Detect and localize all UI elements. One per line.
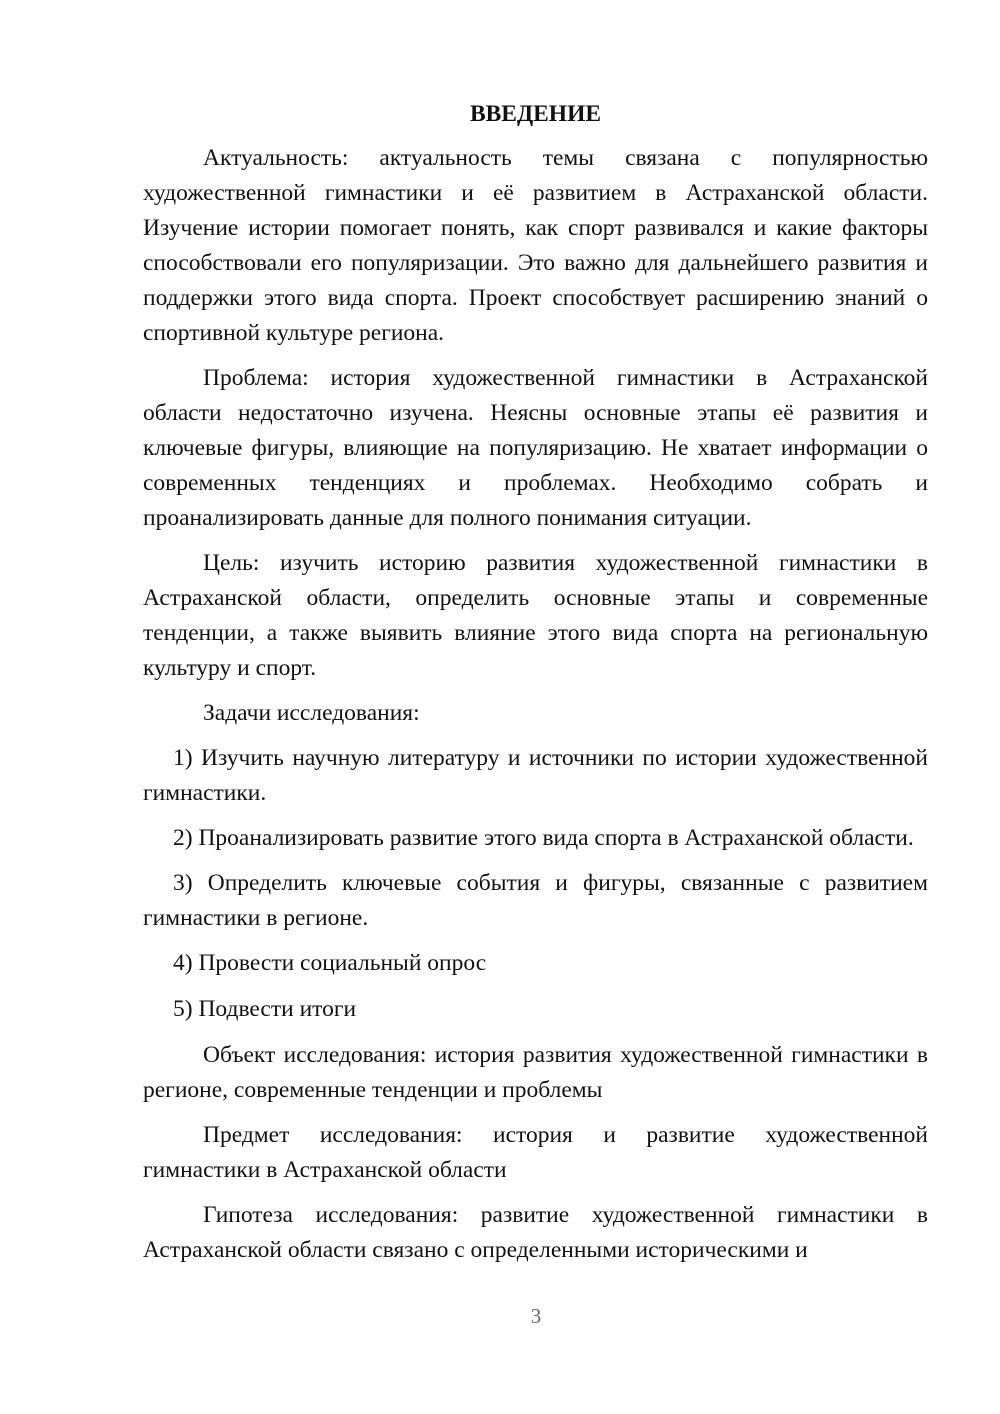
paragraph-tasks-heading: Задачи исследования: (203, 700, 420, 726)
task-item-5: 5) Подвести итоги (173, 996, 357, 1022)
task-item-3: 3) Определить ключевые события и фигуры, связанные с развитием гимнастики в регионе. (143, 870, 928, 931)
task-item-1: 1) Изучить научную литературу и источники по истории художественной гимнастики. (143, 745, 928, 806)
page-content (143, 97, 928, 1268)
task-item-2: 2) Проанализировать развитие этого вида спорта в Астраханской области. (173, 825, 914, 851)
paragraph-object: Объект исследования: история развития художественной гимнастики в регионе, современные тенденции и проблемы (143, 1042, 928, 1103)
paragraph-relevance: Актуальность: актуальность темы связана с популярностью художественной гимнастики и её развитием в Астраханской области. Изучение истории помогает понять, как спорт развивался и какие факторы способствовали его популяризации. Это важно для дальнейшего развития и поддержки этого вида спорта. Проект способствует расширению знаний о спортивной культуре региона. (143, 145, 928, 346)
paragraph-problem: Проблема: история художественной гимнастики в Астраханской области недостаточно изучена. Неясны основные этапы её развития и ключевые фигуры, влияющие на популяризацию. Не хватает информации о современных тенденциях и проблемах. Необходимо собрать и проанализировать данные для полного понимания ситуации. (143, 365, 928, 531)
page-title: ВВЕДЕНИЕ (469, 101, 602, 127)
paragraph-subject: Предмет исследования: история и развитие художественной гимнастики в Астраханской области (143, 1122, 928, 1183)
task-item-4: 4) Провести социальный опрос (173, 950, 487, 976)
paragraph-hypothesis: Гипотеза исследования: развитие художественной гимнастики в Астраханской области связано с определенными историческими и (143, 1202, 928, 1263)
page-number: 3 (530, 1304, 542, 1328)
paragraph-goal: Цель: изучить историю развития художественной гимнастики в Астраханской области, определить основные этапы и современные тенденции, а также выявить влияние этого вида спорта на региональную культуру и спорт. (143, 550, 928, 681)
